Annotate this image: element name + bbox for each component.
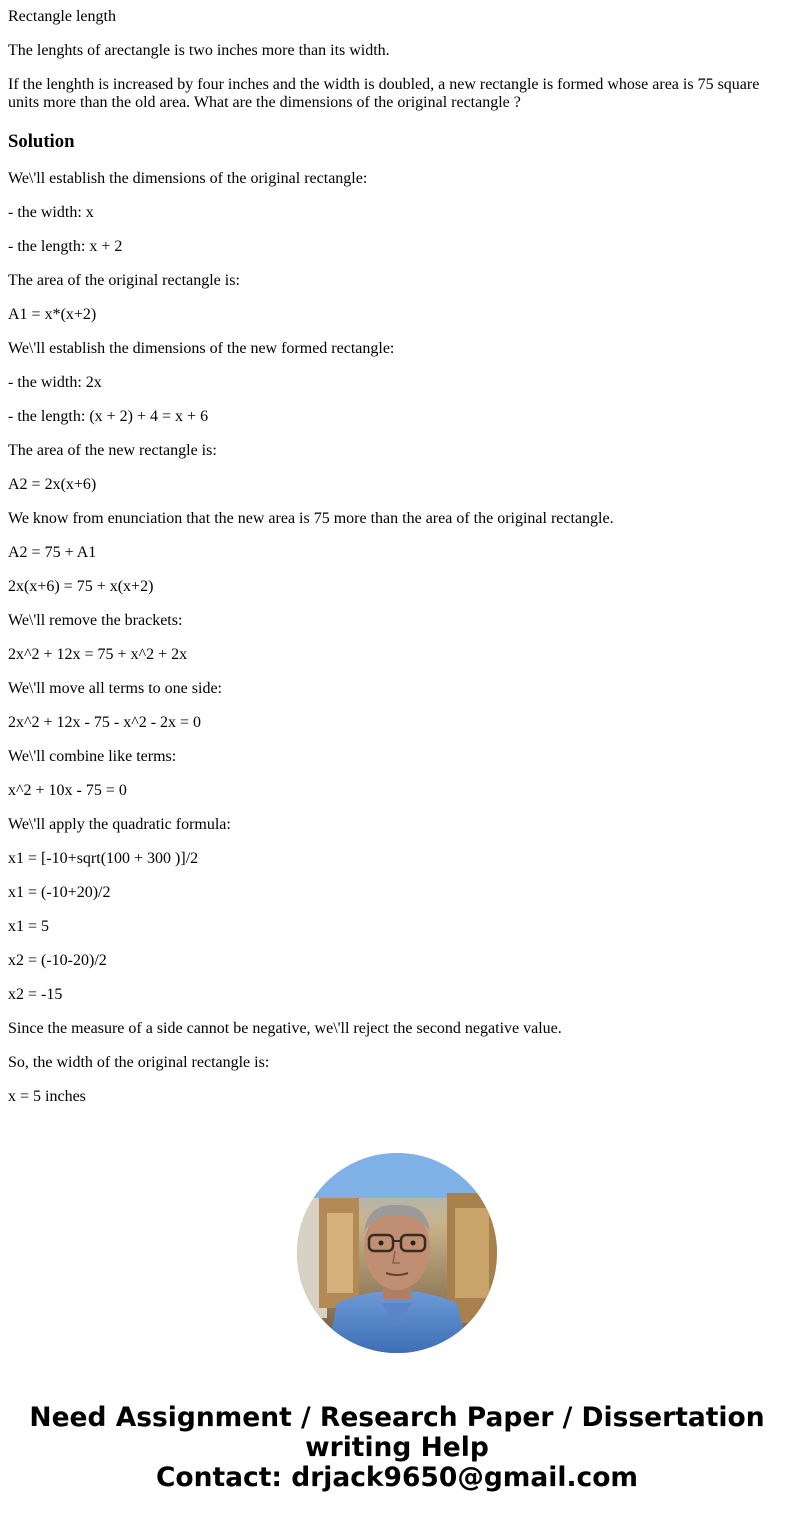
solution-line: We\'ll move all terms to one side: xyxy=(8,680,222,697)
author-avatar xyxy=(297,1153,497,1353)
solution-line: The area of the original rectangle is: xyxy=(8,272,240,289)
problem-statement-1: The lenghts of arectangle is two inches more than its width. xyxy=(8,42,390,59)
solution-line: x2 = (-10-20)/2 xyxy=(8,952,107,969)
solution-line: x2 = -15 xyxy=(8,986,63,1003)
solution-line: 2x^2 + 12x - 75 - x^2 - 2x = 0 xyxy=(8,714,202,731)
solution-line: We\'ll establish the dimensions of the original rectangle: xyxy=(8,170,368,187)
solution-line: x1 = (-10+20)/2 xyxy=(8,884,111,901)
solution-line: The area of the new rectangle is: xyxy=(8,442,217,459)
promo-banner xyxy=(0,1403,794,1493)
solution-line: x1 = 5 xyxy=(8,918,50,935)
solution-heading: Solution xyxy=(8,131,75,152)
solution-line: A2 = 2x(x+6) xyxy=(8,476,97,493)
solution-line: We know from enunciation that the new area is 75 more than the area of the original rectangle. xyxy=(8,510,614,527)
problem-title: Rectangle length xyxy=(8,8,116,25)
problem-statement-2: If the lenghth is increased by four inches and the width is doubled, a new rectangle is formed whose area is 75 square units more than the old area. What are the dimensions of the original rectangle ? xyxy=(8,76,760,111)
solution-line: x1 = [-10+sqrt(100 + 300 )]/2 xyxy=(8,850,199,867)
solution-line: - the length: x + 2 xyxy=(8,238,123,255)
solution-line: - the width: x xyxy=(8,204,94,221)
avatar-photo xyxy=(297,1153,497,1353)
solution-line: A2 = 75 + A1 xyxy=(8,544,97,561)
solution-line: We\'ll combine like terms: xyxy=(8,748,177,765)
solution-line: We\'ll apply the quadratic formula: xyxy=(8,816,231,833)
solution-line: - the length: (x + 2) + 4 = x + 6 xyxy=(8,408,209,425)
solution-line: 2x(x+6) = 75 + x(x+2) xyxy=(8,578,154,595)
solution-line: x = 5 inches xyxy=(8,1088,86,1105)
solution-line: - the width: 2x xyxy=(8,374,102,391)
solution-line: So, the width of the original rectangle is: xyxy=(8,1054,270,1071)
solution-line: We\'ll establish the dimensions of the new formed rectangle: xyxy=(8,340,395,357)
promo-line-2: writing Help xyxy=(305,1432,489,1463)
solution-line: A1 = x*(x+2) xyxy=(8,306,97,323)
solution-line: 2x^2 + 12x = 75 + x^2 + 2x xyxy=(8,646,188,663)
solution-line: x^2 + 10x - 75 = 0 xyxy=(8,782,127,799)
solution-line: We\'ll remove the brackets: xyxy=(8,612,183,629)
solution-line: Since the measure of a side cannot be negative, we\'ll reject the second negative value. xyxy=(8,1020,562,1037)
promo-line-1: Need Assignment / Research Paper / Dissertation xyxy=(29,1402,765,1433)
solution-body xyxy=(8,170,786,1106)
promo-contact: Contact: drjack9650@gmail.com xyxy=(155,1462,639,1493)
